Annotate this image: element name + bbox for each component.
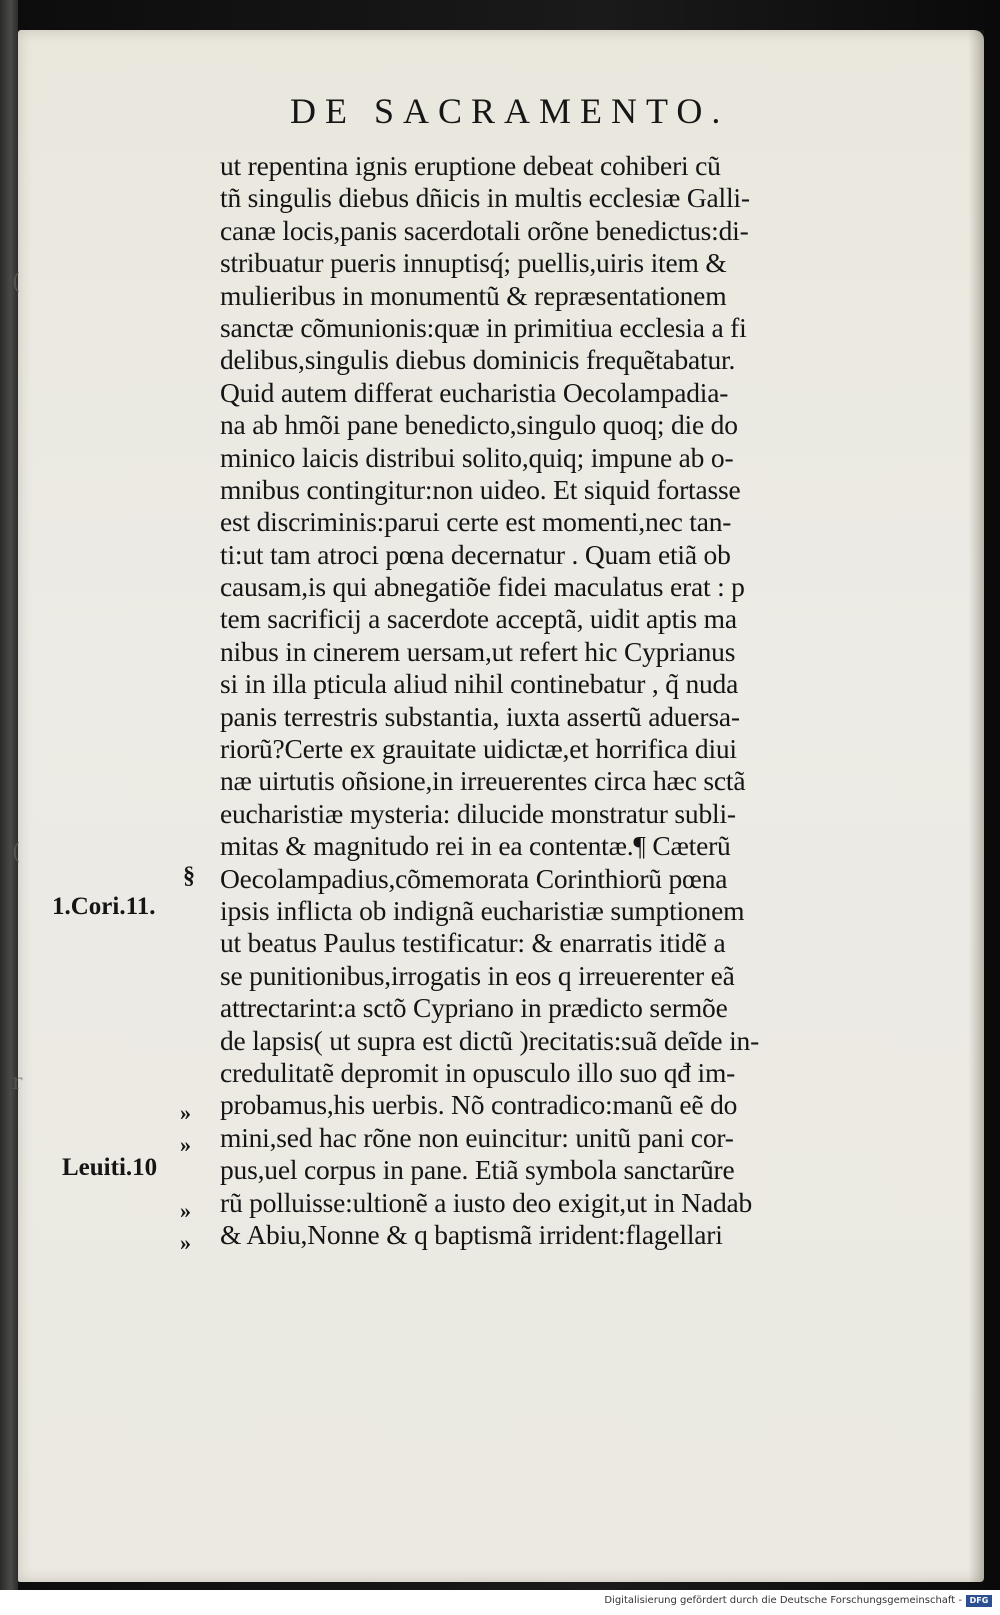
dfg-logo: DFG	[966, 1595, 992, 1607]
text-line: est discriminis:parui certe est momenti,nec tan-	[220, 506, 732, 538]
text-line: credulitatẽ depromit in opusculo illo suo qđ im-	[220, 1056, 736, 1088]
text-line: mulieribus in monumentũ & repræsentationem	[220, 279, 727, 311]
quote-mark: »	[180, 1100, 192, 1125]
bleed-through-mark: r	[12, 1070, 23, 1095]
text-line: næ uirtutis oñsione,in irreuerentes circa hæc sctã	[220, 765, 746, 797]
page-shadow	[968, 30, 984, 1582]
margin-citation-leviticus: Leuiti.10	[62, 1154, 158, 1181]
text-line: delibus,singulis diebus dominicis frequẽtabatur.	[220, 344, 736, 376]
margin-citation-corinthians: 1.Cori.11.	[52, 893, 156, 920]
bleed-through-mark: (	[12, 840, 21, 865]
quote-mark: »	[180, 1198, 192, 1223]
text-line: ipsis inflicta ob indignã eucharistiæ sumptionem	[220, 894, 745, 926]
text-line: nibus in cinerem uersam,ut refert hic Cyprianus	[220, 635, 736, 667]
text-line: ti:ut tam atroci pœna decernatur . Quam etiã ob	[220, 538, 731, 570]
footer	[0, 1590, 1000, 1615]
text-line: sanctæ cõmunionis:quæ in primitiua ecclesia a fi	[220, 311, 747, 343]
text-line: se punitionibus,irrogatis in eos q irreuerenter eã	[220, 959, 735, 991]
quote-mark: »	[180, 1230, 192, 1255]
text-line: pus,uel corpus in pane. Etiã symbola sanctarũre	[220, 1154, 735, 1186]
text-line: na ab hmõi pane benedicto,singulo quoq; die do	[220, 409, 738, 441]
body-text	[220, 150, 920, 1251]
section-mark: §	[183, 863, 195, 889]
running-head: DE SACRAMENTO.	[290, 91, 730, 131]
text-line: ut beatus Paulus testificatur: & enarratis itidẽ a	[220, 927, 726, 959]
text-line: causam,is qui abnegatiõe fidei maculatus erat : p	[220, 571, 745, 603]
text-line: rũ polluisse:ultionẽ a iusto deo exigit,ut in Nadab	[220, 1186, 753, 1218]
text-line: minico laicis distribui solito,quiq; impune ab o-	[220, 441, 734, 473]
text-line: attrectarint:a sctõ Cypriano in prædicto sermõe	[220, 992, 728, 1024]
text-line: mitas & magnitudo rei in ea contentæ.¶ Cæterũ	[220, 830, 731, 862]
bleed-through-mark: (	[12, 270, 21, 295]
text-line: canæ locis,panis sacerdotali orõne benedictus:di-	[220, 214, 749, 246]
text-line: & Abiu,Nonne & q baptismã irrident:flagellari	[220, 1218, 723, 1250]
text-line: panis terrestris substantia, iuxta assertũ aduersa-	[220, 700, 740, 732]
text-line: tñ singulis diebus dñicis in multis ecclesiæ Galli-	[220, 182, 750, 214]
quote-mark: »	[180, 1132, 192, 1157]
text-line: stribuatur pueris innuptisq́; puellis,uiris item &	[220, 247, 727, 279]
text-line: eucharistiæ mysteria: dilucide monstratur subli-	[220, 797, 736, 829]
text-line: probamus,his uerbis. Nõ contradico:manũ eẽ do	[220, 1089, 738, 1121]
text-line: mini,sed hac rõne non euincitur: unitũ pani cor-	[220, 1121, 734, 1153]
text-line: riorũ?Certe ex grauitate uidictæ,et horrifica diui	[220, 733, 737, 765]
text-line: ut repentina ignis eruptione debeat cohiberi cũ	[220, 150, 721, 181]
text-line: si in illa pticula aliud nihil continebatur , q̃ nuda	[220, 668, 739, 700]
text-line: Quid autem differat eucharistia Oecolampadia-	[220, 376, 729, 408]
text-line: tem sacrificij a sacerdote acceptã, uidit aptis ma	[220, 603, 737, 635]
text-line: mnibus contingitur:non uideo. Et siquid fortasse	[220, 473, 741, 505]
text-line: Oecolampadius,cõmemorata Corinthiorũ pœna	[220, 862, 728, 894]
footer-credit: Digitalisierung gefördert durch die Deutsche Forschungsgemeinschaft -	[604, 1595, 962, 1606]
text-line: de lapsis( ut supra est dictũ )recitatis:suã deĩde in-	[220, 1024, 760, 1056]
book-edge	[0, 0, 18, 1590]
